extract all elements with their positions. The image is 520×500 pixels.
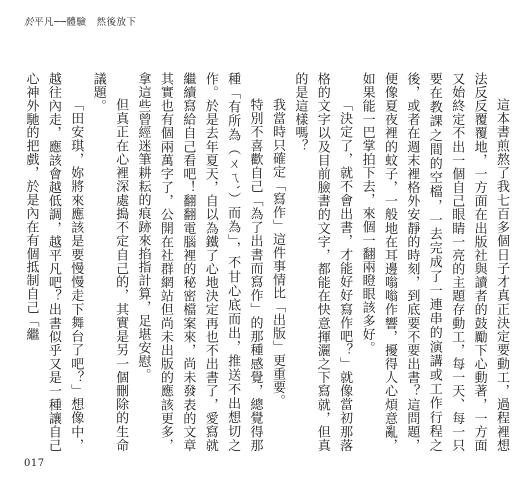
running-header-title: 平凡──體驗 然後放下 [34, 17, 137, 28]
running-header-prefix: 於 [24, 17, 35, 28]
paragraph: 這本書煎熬了我七百多個日子才真正決定要動工，過程裡想法反反覆覆地，一方面在出版社與讀者的鼓勵下心動著，一方面又始終定不出一個自己眼睛一亮的主題存動工，每一天、每一只要在教課之間的空檔，一去完成了一連串的演講或工作行程之後，或者在週末裡格外安靜的時刻，到底要不要出書？這問題，便像夏夜裡的蚊子，一般地在耳邊嗡嗡作響，擾得人心煩意亂，如果能一巴掌拍下去，來個一翻兩瞪眼該多好。 [359, 72, 509, 452]
running-header [24, 14, 136, 28]
body-text [22, 72, 512, 452]
page-number: 017 [24, 458, 45, 469]
paragraph: 「決定了，就不會出書，才能好好寫作吧？」就像當初那落格的文字以及目前臉書的文字，都能在快意揮灑之下寫就，但真的是這樣嗎？ [292, 72, 353, 452]
paragraph: 但真正在心裡深處搗不定自己的，其實是另一個刪除的生命議題。 [90, 72, 129, 452]
paragraph: 我當時只確定「寫作」這件事情比「出版」更重要。 [269, 98, 285, 408]
paragraph: 「田安琪，妳將來應該是要慢慢走下舞台了吧？」想像中，越往內走，應該會越低調，越平凡吧？出書似乎又是一種讓自己心神外馳的把戲，於是內在有個抵制自己「繼 [23, 72, 84, 452]
paragraph: 特別不喜歡自己「為了出書而寫作」的那種感覺，總覺得那種「有所為（ㄨㄟˋ）而為」，不甘心底而出，推送不出想切之作。於是去年夏天，自以為鐵了心地決定再也不出書了，愛寫就繼續寫給自己看吧！翻翻電腦裡的秘密檔案來，尚未發表的文章其實也有個兩萬字了，公開在社群網站但尚未出版的應該更多，拿這些曾經迷筆耕耘的痕跡來掐指計算，足堪安慰。 [135, 72, 263, 452]
